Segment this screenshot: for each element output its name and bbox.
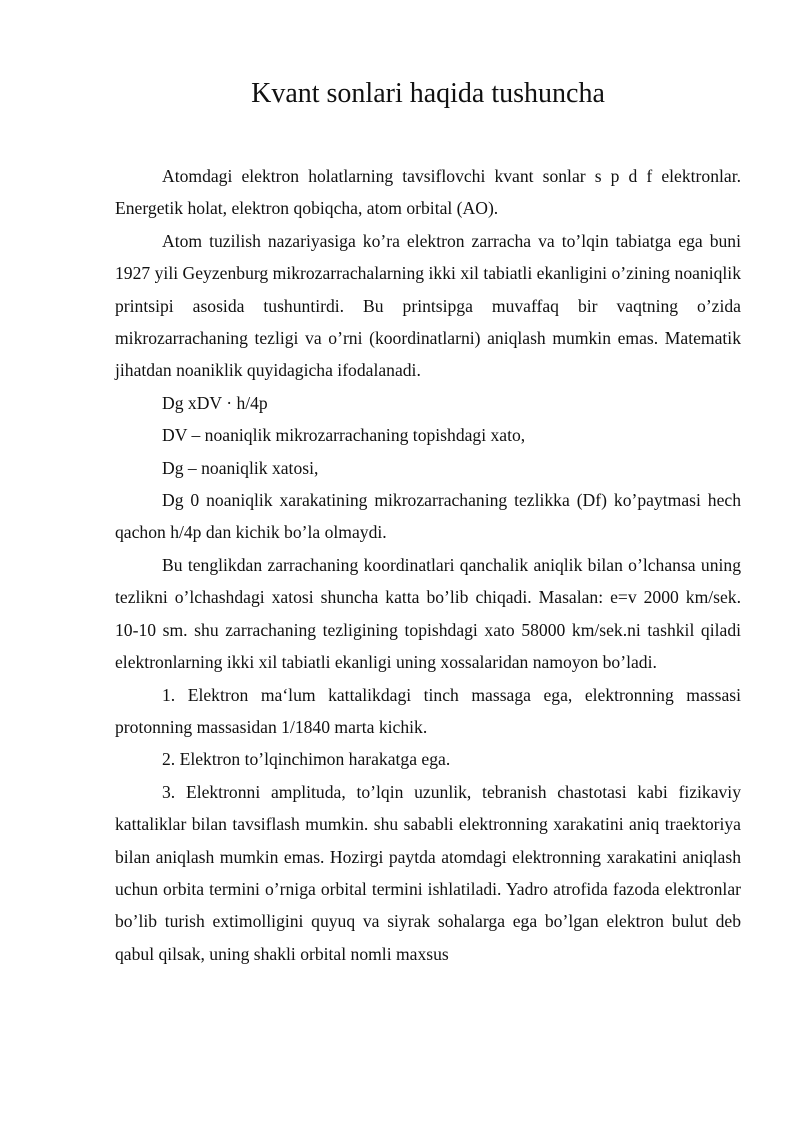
- list-item-3: 3. Elektronni amplituda, to’lqin uzunlik, tebranish chastotasi kabi fizikaviy kattaliklar bilan tavsiflash mumkin. shu sababli elektronning xarakatini aniq traektoriya bilan aniqlash mumkin emas. Hozirgi paytda atomdagi elektronning xarakatini aniqlash uchun orbita termini o’rniga orbital termini ishlatiladi. Yadro atrofida fazoda elektronlar bo’lib turish extimolligini quyuq va siyrak sohalarga ega bo’lgan elektron bulut deb qabul qilsak, uning shakli orbital nomli maxsus: [115, 781, 741, 964]
- list-item-2: 2. Elektron to’lqinchimon harakatga ega.: [162, 749, 451, 770]
- list-item-1: 1. Elektron ma‘lum kattalikdagi tinch massaga ega, elektronning massasi protonning massasidan 1/1840 marta kichik.: [115, 684, 741, 737]
- definition-dv: DV – noaniqlik mikrozarrachaning topishdagi xato,: [162, 425, 526, 446]
- formula-uncertainty: Dg xDV · h/4p: [162, 392, 268, 413]
- paragraph-atom-structure: Atom tuzilish nazariyasiga ko’ra elektron zarracha va to’lqin tabiatga ega buni 1927 yili Geyzenburg mikrozarrachalarning ikki xil tabiatli ekanligini o’zining noaniqlik printsipi asosida tushuntirdi. Bu printsipga muvaffaq bir vaqtning o’zida mikrozarrachaning tezligi va o’rni (koordinatlarni) aniqlash mumkin emas. Matematik jihatdan noaniklik quyidagicha ifodalanadi.: [115, 230, 741, 381]
- definition-dg: Dg – noaniqlik xatosi,: [162, 457, 319, 478]
- paragraph-product-limit: Dg 0 noaniqlik xarakatining mikrozarrachaning tezlikka (Df) ko’paytmasi hech qachon h/4p dan kichik bo’la olmaydi.: [115, 490, 741, 543]
- page-title: Kvant sonlari haqida tushuncha: [251, 78, 605, 109]
- document-body: [115, 160, 741, 970]
- paragraph-example: Bu tenglikdan zarrachaning koordinatlari qanchalik aniqlik bilan o’lchansa uning tezlikni o’lchashdagi xatosi shuncha katta bo’lib chiqadi. Masalan: e=v 2000 km/sek. 10-10 sm. shu zarrachaning tezligining topishdagi xato 58000 km/sek.ni tashkil qiladi elektronlarning ikki xil tabiatli ekanligi uning xossalaridan namoyon bo’ladi.: [115, 554, 741, 673]
- paragraph-intro: Atomdagi elektron holatlarning tavsiflovchi kvant sonlar s p d f elektronlar. Energetik holat, elektron qobiqcha, atom orbital (AO).: [115, 166, 741, 219]
